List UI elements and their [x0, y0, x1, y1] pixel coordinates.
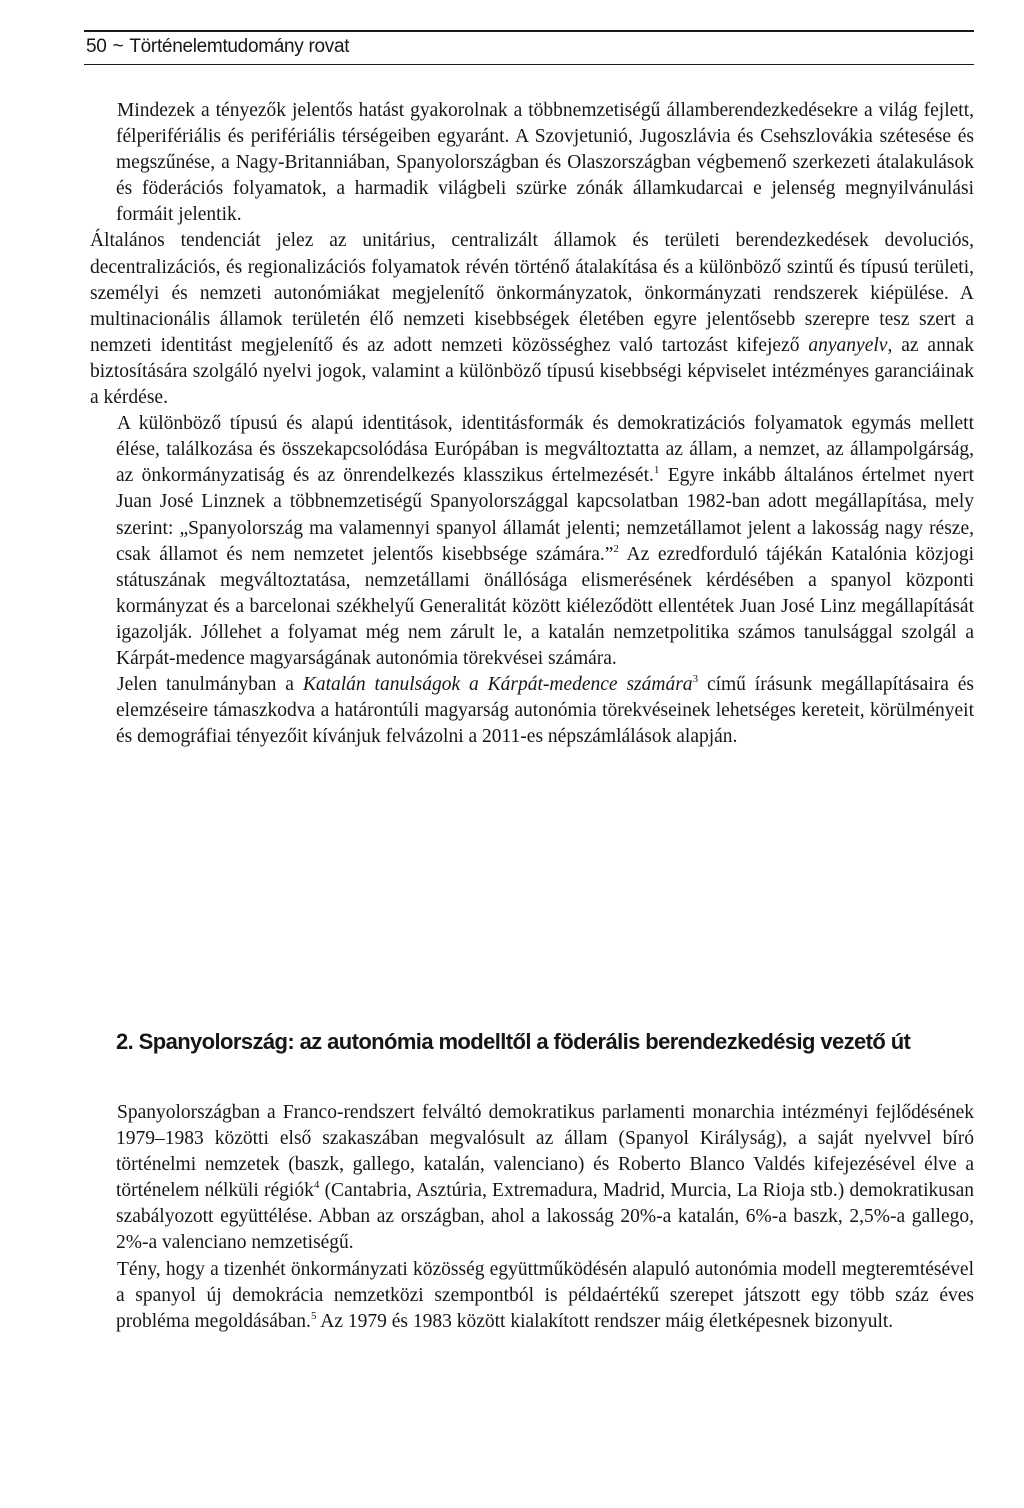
- section-2-paragraph-1-text-end: (Cantabria, Asztúria, Extremadura, Madrid, Murcia, La Rioja stb.) demokratikusan szabályozott együttélése. Abban az országban, ahol a lakosság 20%-a katalán, 6%-a baszk, 2,5%-a gallego, 2%-a valenciano nemzetiségű.: [116, 1180, 974, 1254]
- section-2-paragraph-1: [116, 1100, 974, 1257]
- section-2-paragraph-2-text: Tény, hogy a tizenhét önkormányzati közösség együttműködésén alapuló autonómia modell megteremtésével a spanyol új demokrácia nemzetközi szempontból is példaértékű szerepet játszott egy több száz éves probléma megoldásában.: [116, 1258, 974, 1332]
- header-top-rule: [84, 30, 974, 32]
- footnote-ref-4: 4: [313, 1179, 320, 1192]
- running-head: [86, 36, 349, 58]
- italic-title-reference: Katalán tanulságok a Kárpát-medence számára: [302, 674, 693, 696]
- footnote-ref-2: 2: [613, 542, 619, 555]
- section-2-text-block: [116, 1100, 974, 1335]
- page-number: 50: [86, 36, 107, 57]
- paragraph-2-text-end: , az annak biztosítására szolgáló nyelvi jogok, valamint a különböző típusú kisebbségi képviselet intézményes garanciáinak a kérdése.: [90, 334, 974, 409]
- section-2-paragraph-2: [116, 1257, 974, 1335]
- paragraph-2-text: Általános tendenciát jelez az unitárius, centralizált államok és területi berendezkedések devoluciós, decentralizációs, és regionalizációs folyamatok révén történő átalakítása és a különböző szintű és típusú területi, személyi és nemzeti autonómiákat megjelenítő önkormányzatok, önkormányzati rendszerek kiépülése. A multinacionális államok területén élő nemzeti kisebbségek életében egyre jelentősebb szerepre tesz szert a nemzeti identitást megjelenítő és az adott nemzeti közösséghez való tartozást kifejező: [90, 230, 974, 356]
- italic-term-anyanyelv: anyanyelv: [808, 334, 888, 356]
- paragraph-3-text: A különböző típusú és alapú identitások, identitásformák és demokratizációs folyamatok egymás mellett élése, találkozása és összekapcsolódása Európában is megváltoztatta az állam, a nemzet, az állampolgárság, az önkormányzatiság és az önrendelkezés klasszikus értelmezését.: [116, 413, 974, 487]
- header-bottom-rule: [84, 64, 974, 65]
- paragraph-4-text-end: című írásunk megállapításaira és elemzéseire támaszkodva a határontúli magyarság autonómia törekvéseinek lehetséges kereteit, körülményeit és demográfiai tényezőit kívánjuk felvázolni a 2011-es népszámlálások alapján.: [116, 674, 974, 748]
- footnote-ref-5: 5: [310, 1309, 317, 1322]
- footnote-ref-3: 3: [692, 673, 699, 686]
- section-2-paragraph-2-text-end: Az 1979 és 1983 között kialakított rendszer máig életképesnek bizonyult.: [316, 1310, 894, 1332]
- footnote-ref-1: 1: [653, 464, 660, 477]
- section-2-paragraph-1-text: Spanyolországban a Franco-rendszert felváltó demokratikus parlamenti monarchia intézményi fejlődésének 1979–1983 közötti első szakaszában megvalósult az állam (Spanyol Királyság), a saját nyelvvel bíró történelmi nemzetek (baszk, gallego, katalán, valenciano) és Roberto Blanco Valdés kifejezésével élve a történelem nélküli régiók: [116, 1102, 974, 1202]
- paragraph-4-text: Jelen tanulmányban a: [117, 674, 303, 696]
- paragraph-2: [90, 228, 974, 411]
- header-separator: ~: [112, 36, 124, 57]
- intro-text-block: [90, 98, 974, 750]
- paragraph-3-quote: Egyre inkább általános értelmet nyert Juan José Linznek a többnemzetiségű Spanyolországgal kapcsolatban 1982-ban adott megállapítása, mely szerint: „Spanyolország ma valamennyi spanyol államát jelenti; nemzetállamot jelent a lakosság nagy része, csak államot és nem nemzetet jelentős kisebbsége számára.”: [116, 465, 974, 565]
- paragraph-1: [116, 98, 974, 228]
- paragraph-1-text: Mindezek a tényezők jelentős hatást gyakorolnak a többnemzetiségű államberendezkedésekre a világ fejlett, félperifériális és perifériális térségeiben egyaránt. A Szovjetunió, Jugoszlávia és Csehszlovákia szétesése és megszűnése, a Nagy-Britanniában, Spanyolországban és Olaszországban végbemenő szerkezeti átalakulások és föderációs folyamatok, a harmadik világbeli szürke zónák államkudarcai e jelenség megnyilvánulási formáit jelentik.: [116, 100, 974, 226]
- section-2-heading: 2. Spanyolország: az autonómia modelltől a föderális berendezkedésig vezető út: [116, 1029, 911, 1054]
- paragraph-3-text-end: Az ezredforduló tájékán Katalónia közjogi státuszának megváltoztatása, nemzetállami önállósága elismerésének kérdésében a spanyol központi kormányzat és a barcelonai székhelyű Generalitát között kiéleződött ellentétek Juan José Linz megállapítását igazolják. Jóllehet a folyamat még nem zárult le, a katalán nemzetpolitika számos tanulsággal szolgál a Kárpát-medence magyarságának autonómia törekvései számára.: [116, 543, 974, 669]
- section-title: Történelemtudomány rovat: [129, 36, 350, 57]
- paragraph-3: [116, 411, 974, 672]
- paragraph-4: [116, 672, 974, 750]
